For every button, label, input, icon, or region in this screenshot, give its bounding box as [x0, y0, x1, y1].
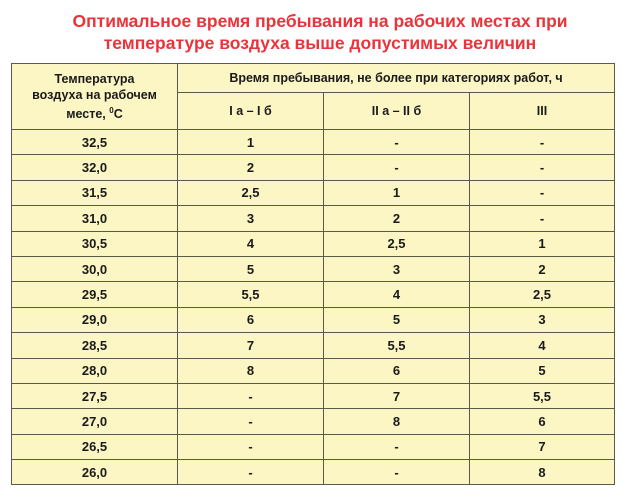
- table-row: [12, 358, 615, 383]
- table-row: [12, 409, 615, 434]
- cell-temperature: 29,5: [12, 282, 178, 307]
- table-row: [12, 155, 615, 180]
- table-row: [12, 231, 615, 256]
- cell-category-2: -: [324, 434, 470, 459]
- cell-category-3: -: [470, 206, 615, 231]
- cell-category-3: 1: [470, 231, 615, 256]
- cell-temperature: 26,0: [12, 460, 178, 485]
- cell-category-1: 8: [178, 358, 324, 383]
- cell-category-2: 3: [324, 256, 470, 281]
- table-row: [12, 206, 615, 231]
- cell-temperature: 32,5: [12, 130, 178, 155]
- cell-category-3: -: [470, 155, 615, 180]
- cell-category-2: 8: [324, 409, 470, 434]
- temperature-header-prefix: месте,: [66, 107, 110, 121]
- table-body: [12, 130, 615, 485]
- cell-temperature: 30,5: [12, 231, 178, 256]
- cell-category-1: -: [178, 434, 324, 459]
- cell-category-1: 4: [178, 231, 324, 256]
- table-row: [12, 333, 615, 358]
- cell-temperature: 30,0: [12, 256, 178, 281]
- cell-category-1: -: [178, 409, 324, 434]
- table-row: [12, 180, 615, 205]
- cell-temperature: 28,0: [12, 358, 178, 383]
- temperature-unit: С: [113, 107, 123, 121]
- cell-category-1: 5,5: [178, 282, 324, 307]
- cell-category-2: 6: [324, 358, 470, 383]
- table-row: [12, 383, 615, 408]
- cell-category-1: 1: [178, 130, 324, 155]
- temperature-header-line-1: Температура: [54, 72, 135, 86]
- table-row: [12, 434, 615, 459]
- cell-category-3: 2,5: [470, 282, 615, 307]
- cell-category-3: -: [470, 180, 615, 205]
- cell-temperature: 27,0: [12, 409, 178, 434]
- cell-category-1: 5: [178, 256, 324, 281]
- cell-category-1: 6: [178, 307, 324, 332]
- cell-category-2: 1: [324, 180, 470, 205]
- cell-category-2: 2: [324, 206, 470, 231]
- degree-sign: 0: [109, 106, 114, 115]
- cell-category-2: 7: [324, 383, 470, 408]
- cell-category-3: 2: [470, 256, 615, 281]
- cell-category-2: 5,5: [324, 333, 470, 358]
- page-title: [0, 10, 640, 54]
- cell-category-3: 6: [470, 409, 615, 434]
- cell-temperature: 31,5: [12, 180, 178, 205]
- cell-category-3: -: [470, 130, 615, 155]
- cell-temperature: 29,0: [12, 307, 178, 332]
- cell-category-2: 2,5: [324, 231, 470, 256]
- cell-temperature: 31,0: [12, 206, 178, 231]
- exposure-time-table: [11, 63, 615, 485]
- cell-category-2: -: [324, 155, 470, 180]
- cell-category-2: -: [324, 130, 470, 155]
- column-header-exposure-time: Время пребывания, не более при категориях работ, ч: [178, 64, 615, 93]
- cell-category-3: 5,5: [470, 383, 615, 408]
- cell-temperature: 28,5: [12, 333, 178, 358]
- table-row: [12, 256, 615, 281]
- cell-category-1: -: [178, 383, 324, 408]
- cell-category-3: 5: [470, 358, 615, 383]
- table-row: [12, 130, 615, 155]
- column-header-category-2: II а – II б: [324, 93, 470, 130]
- temperature-header-line-3: [12, 103, 177, 122]
- cell-category-2: 5: [324, 307, 470, 332]
- cell-category-1: 3: [178, 206, 324, 231]
- cell-category-3: 7: [470, 434, 615, 459]
- cell-temperature: 27,5: [12, 383, 178, 408]
- column-header-temperature: [12, 64, 178, 130]
- cell-category-1: 2: [178, 155, 324, 180]
- cell-category-3: 4: [470, 333, 615, 358]
- cell-category-3: 3: [470, 307, 615, 332]
- column-header-category-3: III: [470, 93, 615, 130]
- cell-category-1: 2,5: [178, 180, 324, 205]
- title-line-1: Оптимальное время пребывания на рабочих местах при: [72, 11, 568, 31]
- temperature-header-line-2: воздуха на рабочем: [32, 88, 157, 102]
- cell-category-2: 4: [324, 282, 470, 307]
- cell-temperature: 26,5: [12, 434, 178, 459]
- column-header-category-1: I а – I б: [178, 93, 324, 130]
- table-row: [12, 282, 615, 307]
- table-row: [12, 460, 615, 485]
- cell-category-1: -: [178, 460, 324, 485]
- title-line-2: температуре воздуха выше допустимых величин: [103, 33, 537, 53]
- cell-category-2: -: [324, 460, 470, 485]
- cell-temperature: 32,0: [12, 155, 178, 180]
- cell-category-3: 8: [470, 460, 615, 485]
- cell-category-1: 7: [178, 333, 324, 358]
- table-row: [12, 307, 615, 332]
